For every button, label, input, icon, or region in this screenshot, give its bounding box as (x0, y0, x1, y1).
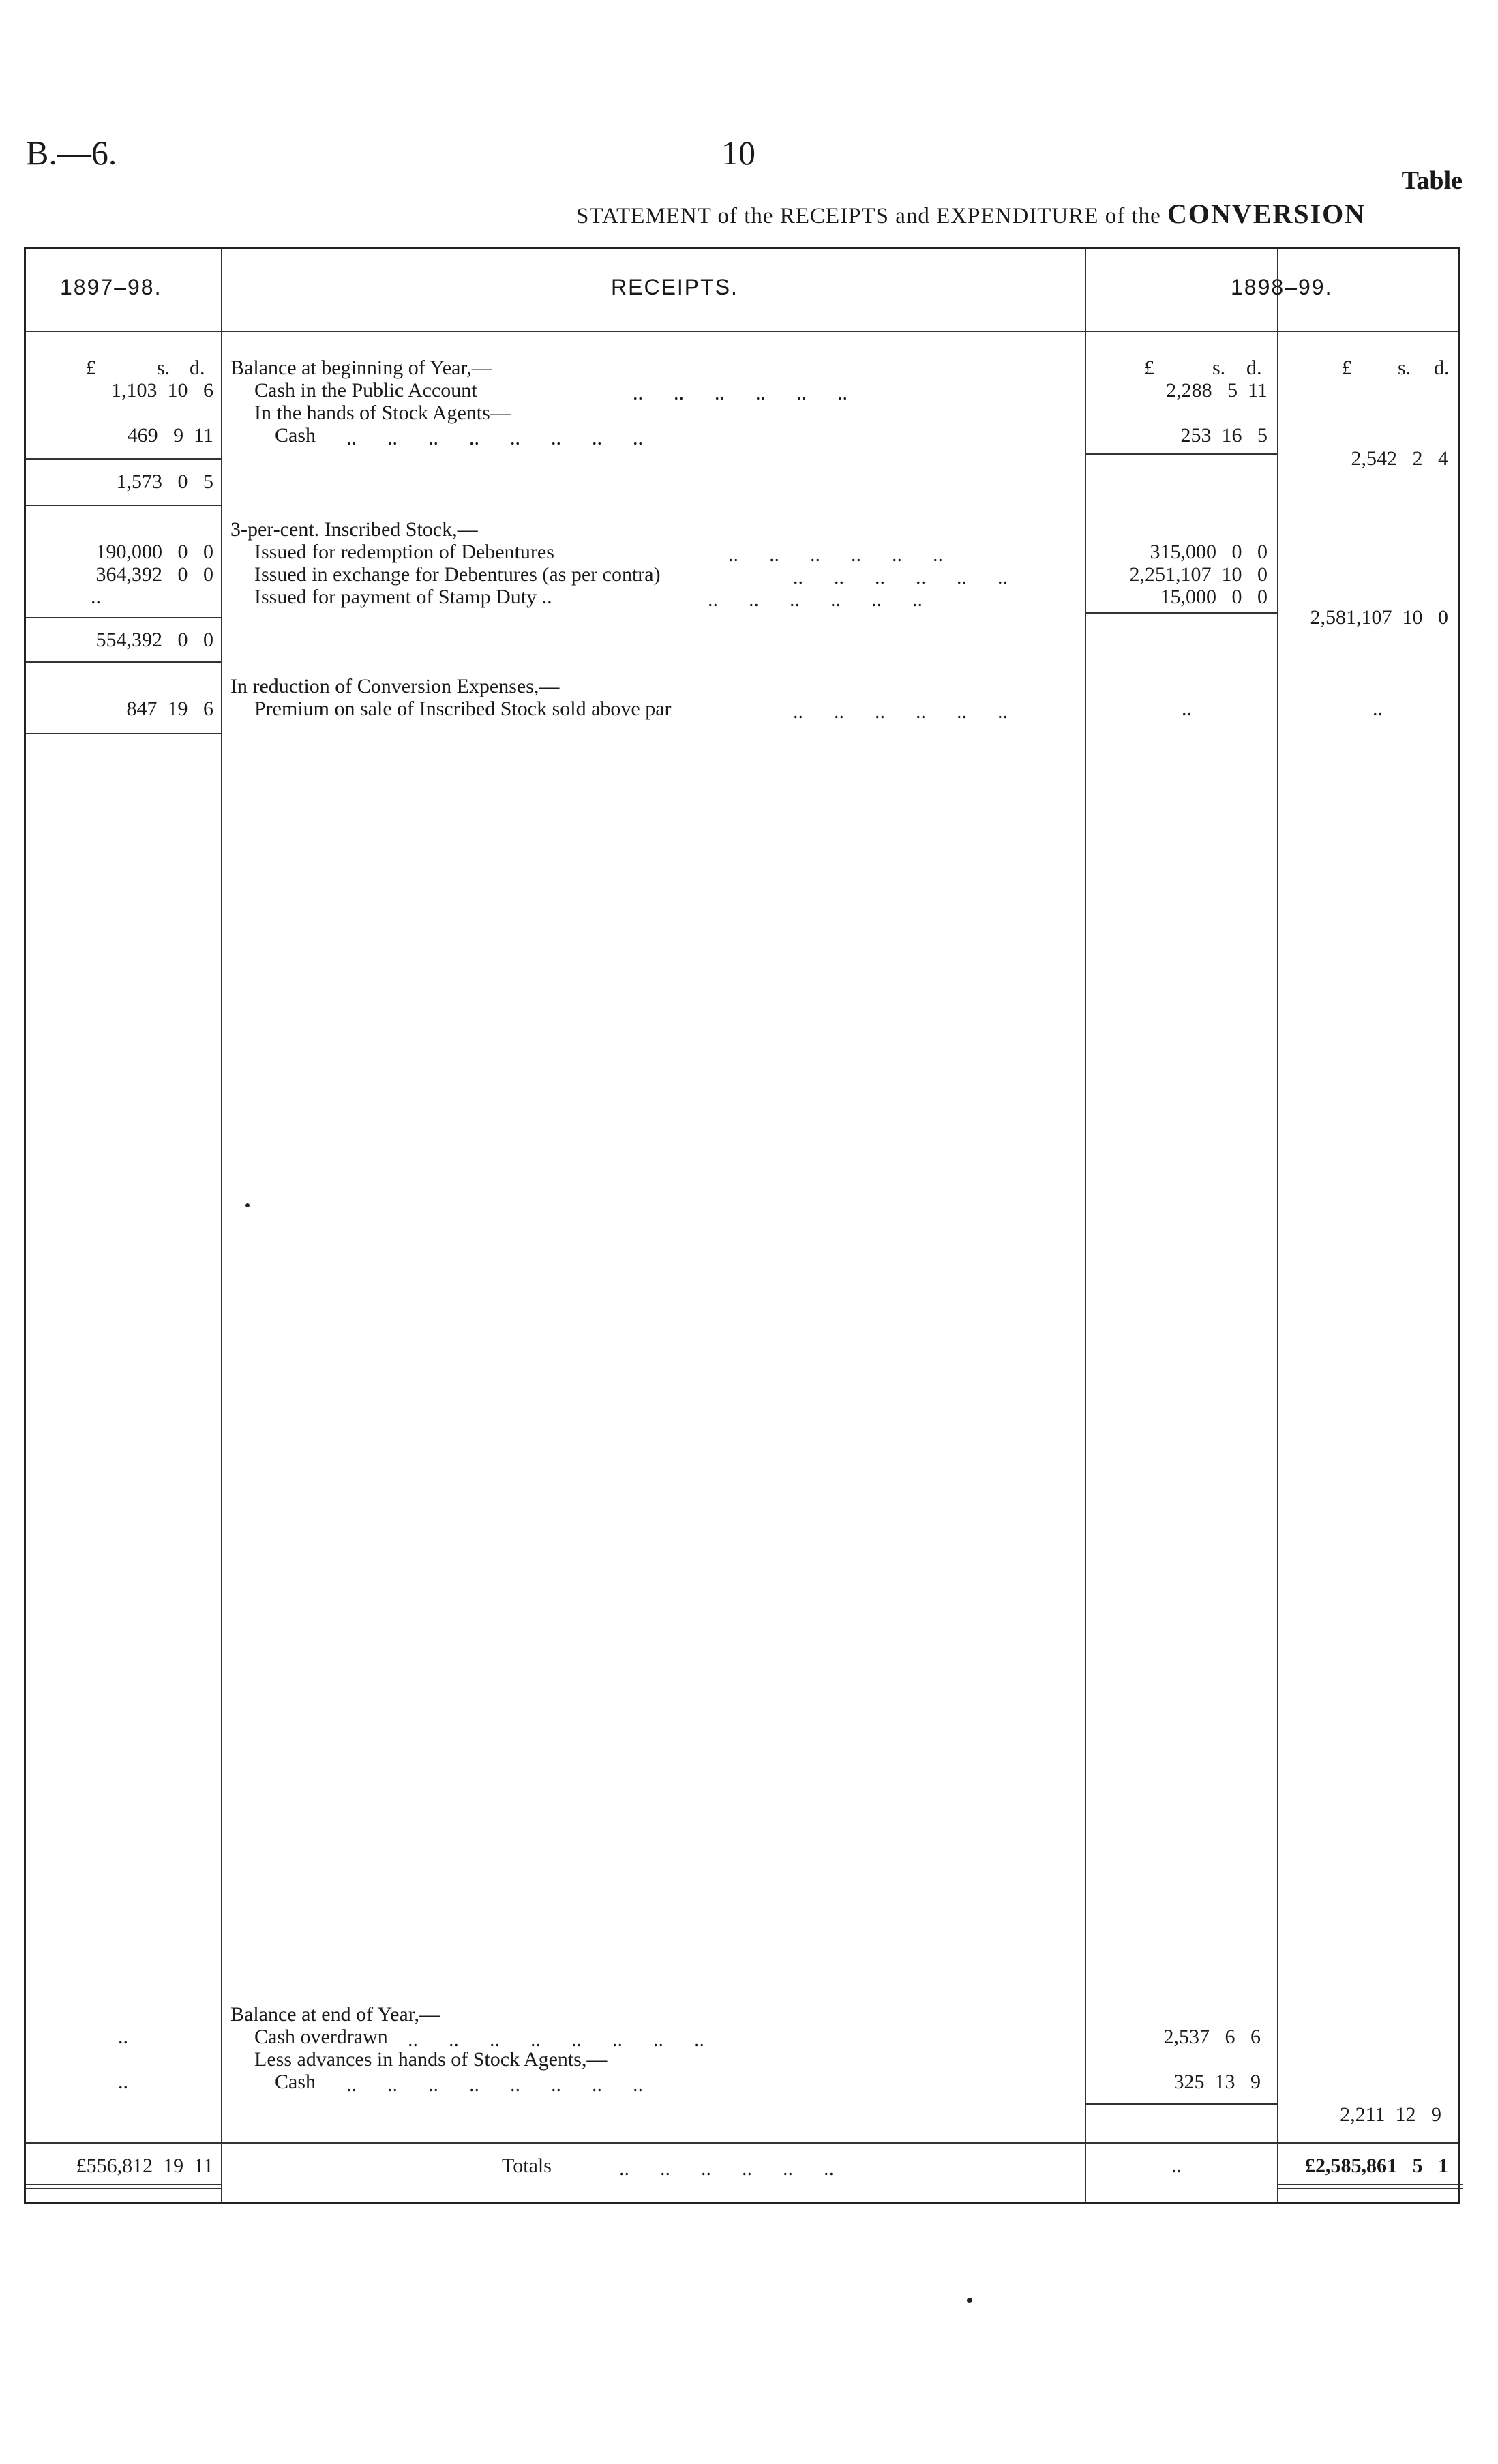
curr-redemption-amount: 315,000 0 0 (1150, 541, 1268, 563)
unit-pound: £ (1342, 357, 1352, 379)
leader-dots: .. .. .. .. .. .. (793, 566, 1008, 588)
unit-shilling: s. (157, 357, 170, 379)
prev-balance-subtotal: 1,573 0 5 (116, 470, 213, 493)
column-divider (221, 249, 222, 2202)
statement-title (576, 198, 1366, 230)
prev-premium-amount: 847 19 6 (126, 697, 213, 720)
leader-dots: .. .. .. .. .. .. (728, 543, 943, 566)
unit-pence: d. (190, 357, 205, 379)
cash-public-account-label: Cash in the Public Account (254, 379, 477, 402)
subtotal-rule (1085, 2103, 1277, 2105)
column-header-receipts: RECEIPTS. (611, 275, 738, 299)
curr-cash-public-amount: 2,288 5 11 (1166, 379, 1268, 402)
curr-stock-total: 2,581,107 10 0 (1310, 606, 1448, 629)
unit-shilling: s. (1212, 357, 1226, 379)
cash-overdrawn-label: Cash overdrawn (254, 2026, 388, 2048)
balance-begin-heading: Balance at beginning of Year,— (230, 357, 492, 379)
page-number: 10 (721, 134, 755, 172)
stock-agents-label: In the hands of Stock Agents— (254, 402, 511, 424)
total-double-rule (1277, 2184, 1463, 2189)
statement-title-text: STATEMENT of the RECEIPTS and EXPENDITURE of the (576, 204, 1161, 228)
leader-dots: .. .. .. .. .. .. (793, 700, 1008, 723)
prev-cash-overdrawn-amount: .. (118, 2026, 128, 2048)
totals-label: Totals (502, 2154, 552, 2177)
subtotal-rule (26, 617, 221, 618)
prev-grand-total: £556,812 19 11 (76, 2154, 213, 2177)
leader-dots: .. .. .. .. .. .. (619, 2157, 834, 2180)
table-label: Table (1401, 166, 1463, 195)
premium-label: Premium on sale of Inscribed Stock sold above par (254, 697, 672, 720)
unit-pence: d. (1434, 357, 1450, 379)
subtotal-rule (26, 458, 221, 460)
column-divider (1277, 249, 1278, 2202)
stock-heading: 3-per-cent. Inscribed Stock,— (230, 518, 478, 541)
leader-dots: .. .. .. .. .. .. (633, 382, 848, 404)
leader-dots: .. .. .. .. .. .. .. .. (346, 427, 643, 449)
column-divider (1085, 249, 1086, 2202)
leader-dots: .. .. .. .. .. .. .. .. (408, 2028, 704, 2051)
prev-redemption-amount: 190,000 0 0 (95, 541, 213, 563)
subtotal-rule (26, 733, 221, 734)
stamp-duty-label: Issued for payment of Stamp Duty .. (254, 586, 552, 608)
prev-cash-public-amount: 1,103 10 6 (111, 379, 213, 402)
statement-title-emphasis: CONVERSION (1167, 198, 1366, 229)
leader-dots: .. .. .. .. .. .. (708, 588, 923, 611)
redemption-label: Issued for redemption of Debentures (254, 541, 554, 563)
prev-stock-agents-amount: 469 9 11 (127, 424, 213, 447)
prev-exchange-amount: 364,392 0 0 (95, 563, 213, 586)
curr-less-cash-amount: 325 13 9 (1173, 2071, 1261, 2093)
unit-pound: £ (1144, 357, 1154, 379)
unit-pence: d. (1246, 357, 1262, 379)
curr-premium-total: .. (1373, 697, 1383, 720)
prev-stock-subtotal: 554,392 0 0 (95, 629, 213, 651)
unit-shilling: s. (1398, 357, 1411, 379)
exchange-label: Issued in exchange for Debentures (as per contra) (254, 563, 661, 586)
ink-speck (967, 2298, 972, 2303)
curr-exchange-amount: 2,251,107 10 0 (1129, 563, 1268, 586)
reduction-heading: In reduction of Conversion Expenses,— (230, 675, 560, 697)
curr-grand-total: £2,585,861 5 1 (1305, 2154, 1448, 2177)
document-reference: B.—6. (26, 134, 117, 172)
curr-balance-end-total: 2,211 12 9 (1340, 2103, 1441, 2126)
unit-pound: £ (86, 357, 96, 379)
header-divider (26, 331, 1458, 332)
cash-label: Cash (275, 424, 316, 447)
column-header-1897-98: 1897–98. (60, 275, 162, 299)
leader-dots: .. .. .. .. .. .. .. .. (346, 2073, 643, 2096)
subtotal-rule (26, 661, 221, 663)
less-advances-label: Less advances in hands of Stock Agents,— (254, 2048, 608, 2071)
column-header-1898-99: 1898–99. (1231, 275, 1333, 299)
curr-premium-amount: .. (1182, 697, 1192, 720)
subtotal-rule (26, 505, 221, 506)
subtotal-rule (1085, 612, 1277, 614)
total-double-rule (26, 2184, 221, 2189)
prev-less-cash-amount: .. (118, 2071, 128, 2093)
curr-totals-middle: .. (1171, 2154, 1182, 2177)
curr-cash-overdrawn-amount: 2,537 6 6 (1163, 2026, 1261, 2048)
prev-stamp-amount: .. (91, 586, 101, 608)
balance-end-heading: Balance at end of Year,— (230, 2003, 440, 2026)
curr-balance-total: 2,542 2 4 (1351, 447, 1448, 470)
ink-speck (245, 1203, 250, 1207)
curr-stock-agents-amount: 253 16 5 (1180, 424, 1268, 447)
less-cash-label: Cash (275, 2071, 316, 2093)
totals-divider (26, 2142, 1458, 2144)
subtotal-rule (1085, 453, 1277, 455)
ledger-table (24, 247, 1460, 2204)
curr-stamp-amount: 15,000 0 0 (1160, 586, 1268, 608)
